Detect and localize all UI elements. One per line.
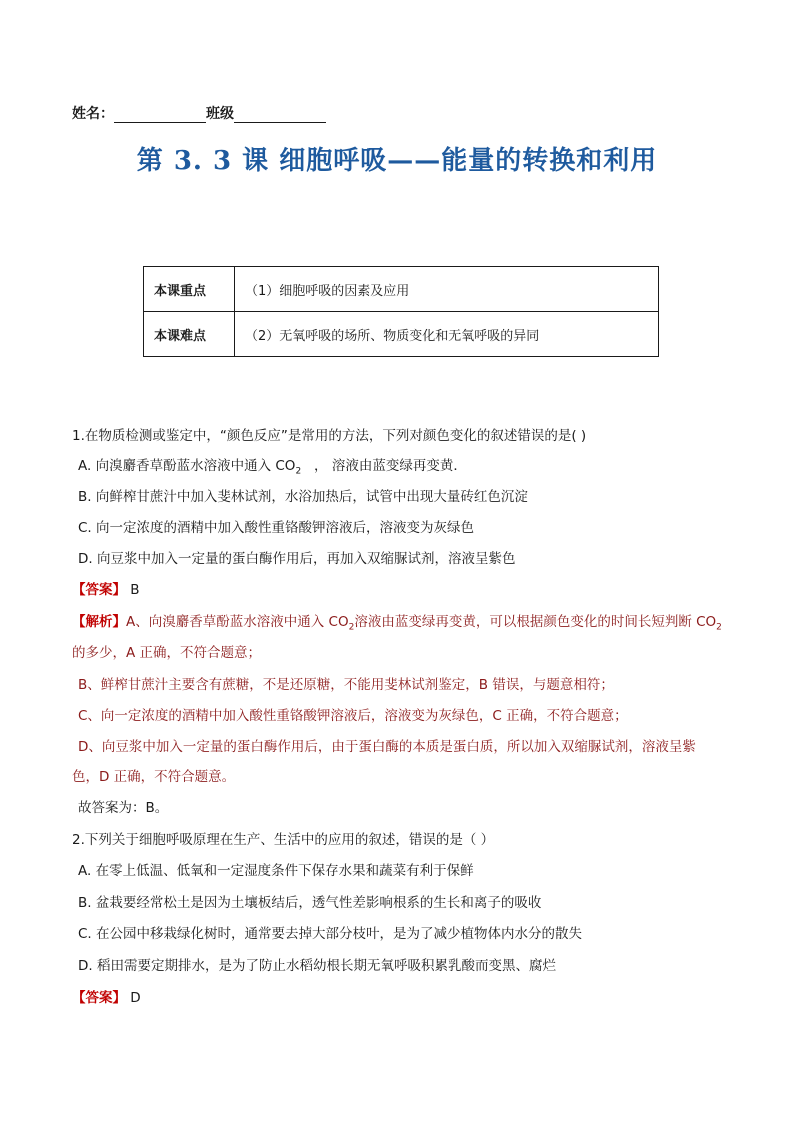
q1-option-a	[78, 454, 467, 477]
q1-option-d: D. 向豆浆中加入一定量的蛋白酶作用后，再加入双缩脲试剂，溶液呈紫色	[78, 551, 516, 567]
name-blank[interactable]	[114, 108, 206, 123]
q1-analysis-line-4: C、向一定浓度的酒精中加入酸性重铬酸钾溶液后，溶液变为灰绿色，C 正确，不符合题意；	[78, 708, 628, 724]
table-row	[144, 312, 659, 357]
subscript: 2	[716, 622, 722, 633]
difficulty-key: 本课难点	[144, 312, 235, 357]
answer-value: B	[130, 582, 140, 598]
q1-analysis-line-1	[72, 610, 722, 633]
q1-analysis-line-6: 色，D 正确，不符合题意。	[72, 769, 236, 785]
q2-option-c: C. 在公园中移栽绿化树时，通常要去掉大部分枝叶，是为了减少植物体内水分的散失	[78, 926, 583, 942]
q1-option-a-tail: ， 溶液由蓝变绿再变黄．	[314, 458, 467, 474]
q2-stem: 2.下列关于细胞呼吸原理在生产、生活中的应用的叙述，错误的是（ ）	[72, 832, 495, 848]
class-blank[interactable]	[234, 108, 326, 123]
q1-option-b: B. 向鲜榨甘蔗汁中加入斐林试剂，水浴加热后，试管中出现大量砖红色沉淀	[78, 489, 528, 505]
q1-answer	[72, 578, 140, 598]
name-label: 姓名：	[72, 106, 114, 122]
focus-key: 本课重点	[144, 267, 235, 312]
q2-option-d: D. 稻田需要定期排水，是为了防止水稻幼根长期无氧呼吸积累乳酸而变黑、腐烂	[78, 958, 556, 974]
q2-option-a: A. 在零上低温、低氧和一定湿度条件下保存水果和蔬菜有利于保鲜	[78, 863, 474, 879]
student-info-line	[72, 103, 326, 123]
q1-option-c: C. 向一定浓度的酒精中加入酸性重铬酸钾溶液后，溶液变为灰绿色	[78, 520, 475, 536]
analysis-text: 溶液由蓝变绿再变黄，可以根据颜色变化的时间长短判断 CO	[354, 614, 717, 630]
answer-tag: 【答案】	[72, 582, 126, 598]
lesson-focus-table	[143, 266, 659, 357]
q1-analysis-line-2: 的多少，A 正确，不符合题意；	[72, 645, 262, 661]
difficulty-value: （2）无氧呼吸的场所、物质变化和无氧呼吸的异同	[235, 312, 659, 357]
subscript: 2	[348, 622, 355, 633]
q1-analysis-line-5: D、向豆浆中加入一定量的蛋白酶作用后，由于蛋白酶的本质是蛋白质，所以加入双缩脲试剂，溶液呈紫	[78, 739, 696, 755]
page-title: 第 3. 3 课 细胞呼吸——能量的转换和利用	[136, 146, 658, 176]
class-label: 班级	[206, 106, 234, 122]
focus-value: （1）细胞呼吸的因素及应用	[235, 267, 659, 312]
analysis-text: A、向溴麝香草酚蓝水溶液中通入 CO	[126, 614, 349, 630]
q1-conclusion: 故答案为：B。	[78, 800, 169, 816]
answer-value: D	[130, 990, 141, 1006]
q2-answer	[72, 986, 141, 1006]
q1-option-a-text: A. 向溴麝香草酚蓝水溶液中通入 CO	[78, 458, 296, 474]
q1-analysis-line-3: B、鲜榨甘蔗汁主要含有蔗糖，不是还原糖，不能用斐林试剂鉴定，B 错误，与题意相符；	[78, 677, 614, 693]
q1-stem: 1.在物质检测或鉴定中，“颜色反应”是常用的方法，下列对颜色变化的叙述错误的是( )	[72, 428, 587, 444]
table-row	[144, 267, 659, 312]
answer-tag: 【答案】	[72, 990, 126, 1006]
analysis-tag: 【解析】	[72, 614, 126, 630]
subscript: 2	[295, 466, 302, 477]
q2-option-b: B. 盆栽要经常松土是因为土壤板结后，透气性差影响根系的生长和离子的吸收	[78, 895, 542, 911]
